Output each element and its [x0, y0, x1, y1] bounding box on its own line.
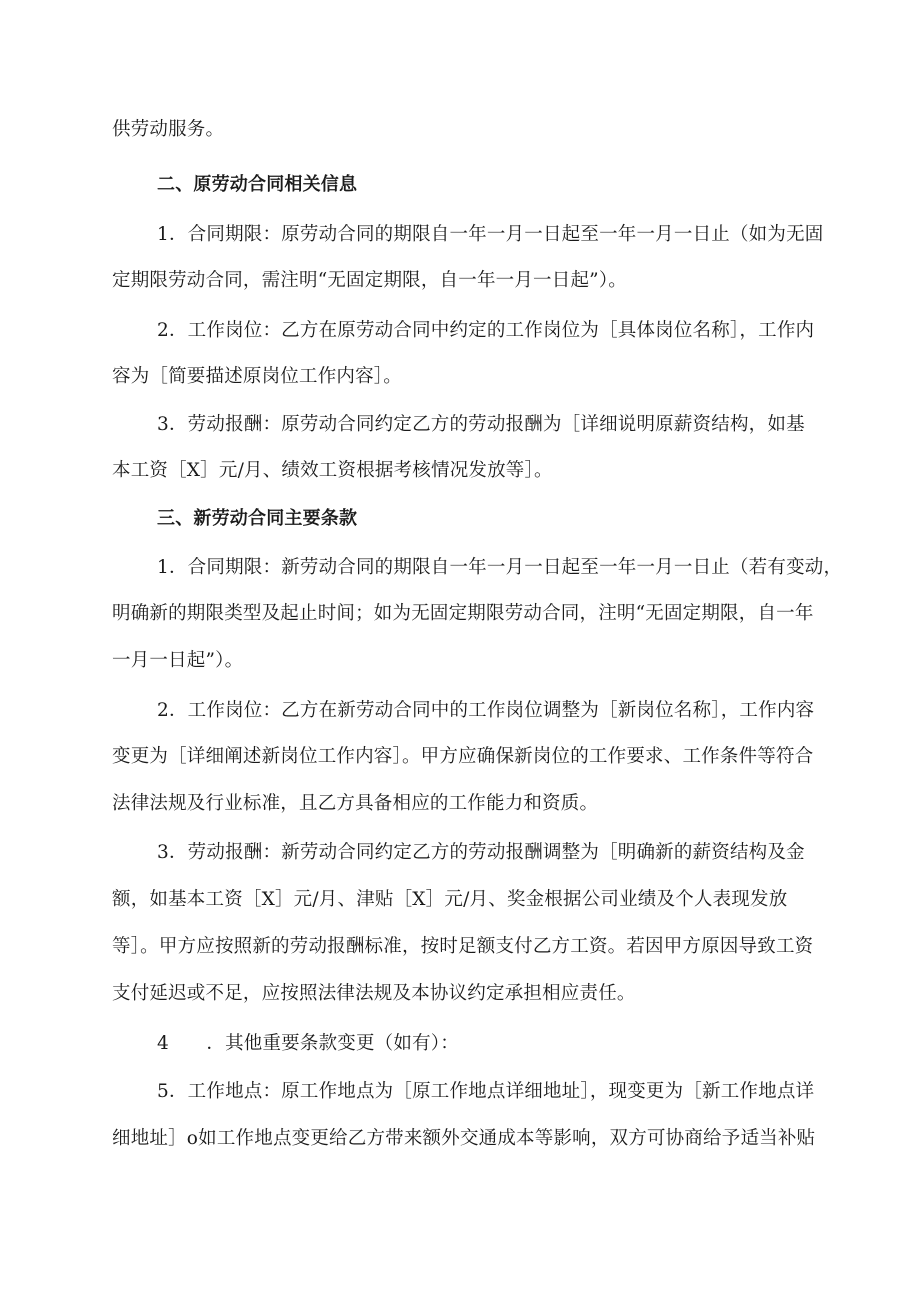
body-line: 变更为［详细阐述新岗位工作内容］。甲方应确保新岗位的工作要求、工作条件等符合 [112, 746, 814, 767]
body-line: 1．合同期限：新劳动合同的期限自一年一月一日起至一年一月一日止（若有变动， [157, 557, 843, 578]
body-line: 定期限劳动合同，需注明“无固定期限，自一年一月一日起”）。 [112, 270, 627, 291]
body-line: 2．工作岗位：乙方在原劳动合同中约定的工作岗位为［具体岗位名称］，工作内 [157, 320, 815, 341]
body-line: 3．劳动报酬：原劳动合同约定乙方的劳动报酬为［详细说明原薪资结构，如基 [157, 414, 805, 435]
body-line: 一月一日起”）。 [112, 650, 244, 671]
body-line: 4 ．其他重要条款变更（如有）： [157, 1033, 459, 1054]
body-line: 支付延迟或不足，应按照法律法规及本协议约定承担相应责任。 [112, 983, 636, 1004]
body-line: 额，如基本工资［X］元/月、津贴［X］元/月、奖金根据公司业绩及个人表现发放 [112, 889, 788, 910]
body-line: 2．工作岗位：乙方在新劳动合同中的工作岗位调整为［新岗位名称］，工作内容 [157, 700, 815, 721]
body-line: 等］。甲方应按照新的劳动报酬标准，按时足额支付乙方工资。若因甲方原因导致工资 [112, 936, 814, 957]
body-line: 本工资［X］元/月、绩效工资根据考核情况发放等］。 [112, 460, 553, 481]
body-line: 3．劳动报酬：新劳动合同约定乙方的劳动报酬调整为［明确新的薪资结构及金 [157, 842, 805, 863]
body-line: 容为［简要描述原岗位工作内容］。 [112, 366, 402, 387]
body-line: 供劳动服务。 [112, 119, 225, 140]
section-heading-original-contract: 二、原劳动合同相关信息 [157, 174, 358, 195]
body-line: 明确新的期限类型及起止时间；如为无固定期限劳动合同，注明“无固定期限，自一年 [112, 603, 814, 624]
body-line: 法律法规及行业标准，且乙方具备相应的工作能力和资质。 [112, 793, 599, 814]
body-line: 细地址］o如工作地点变更给乙方带来额外交通成本等影响，双方可协商给予适当补贴 [112, 1128, 816, 1149]
section-heading-new-contract: 三、新劳动合同主要条款 [157, 508, 358, 529]
body-line: 1．合同期限：原劳动合同的期限自一年一月一日起至一年一月一日止（如为无固 [157, 224, 824, 245]
body-line: 5．工作地点：原工作地点为［原工作地点详细地址］，现变更为［新工作地点详 [157, 1081, 815, 1102]
